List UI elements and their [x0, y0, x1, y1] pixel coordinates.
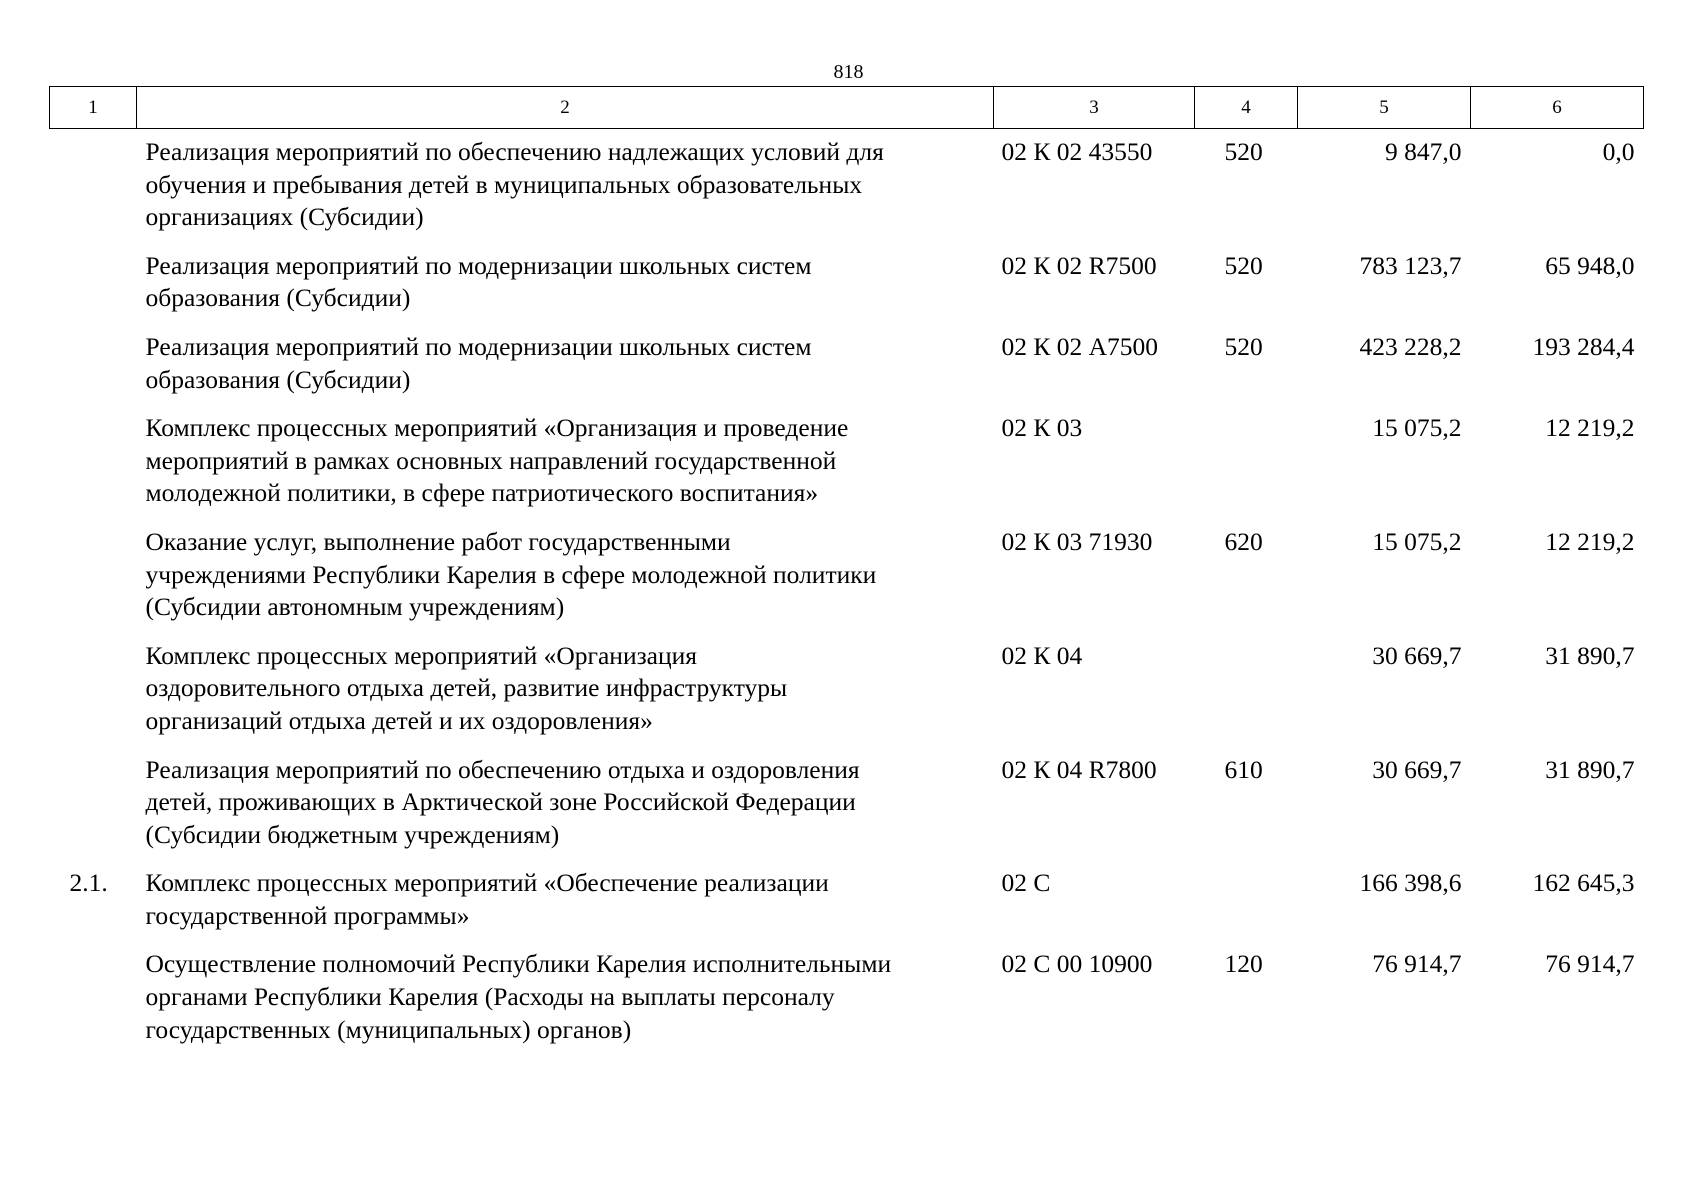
table-row	[50, 640, 1644, 754]
row-number	[50, 331, 137, 412]
row-amount-1: 30 669,7	[1372, 640, 1462, 670]
row-expense-type: 520	[1224, 250, 1263, 280]
row-number	[50, 129, 137, 250]
header-cell-1: 1	[50, 87, 137, 129]
row-amount-2: 31 890,7	[1545, 640, 1635, 670]
header-cell-4: 4	[1195, 87, 1298, 129]
row-code: 02 К 02 А7500	[1001, 331, 1159, 361]
row-number: 2.1.	[69, 868, 108, 898]
row-expense-type	[1195, 412, 1298, 526]
row-expense-type	[1195, 867, 1298, 948]
row-code: 02 С 00 10900	[1001, 949, 1153, 979]
row-amount-1: 423 228,2	[1359, 331, 1462, 361]
row-number	[50, 754, 137, 868]
row-code: 02 К 04	[1001, 640, 1083, 670]
row-amount-1: 783 123,7	[1359, 250, 1462, 280]
header-cell-2: 2	[137, 87, 994, 129]
budget-table	[49, 86, 1644, 1062]
row-number	[50, 250, 137, 331]
row-amount-1: 15 075,2	[1372, 413, 1462, 443]
row-name: Реализация мероприятий по обеспечению отдыха и оздоровления детей, проживающих в Арктической зоне Российской Федерации (Субсидии бюджетным учреждениям)	[145, 754, 860, 849]
row-amount-2: 65 948,0	[1545, 250, 1635, 280]
row-name: Реализация мероприятий по модернизации школьных систем образования (Субсидии)	[145, 331, 812, 394]
header-cell-5: 5	[1298, 87, 1471, 129]
row-amount-1: 76 914,7	[1372, 949, 1462, 979]
row-amount-2: 162 645,3	[1532, 868, 1635, 898]
row-code: 02 К 03	[1001, 413, 1083, 443]
row-code: 02 К 04 R7800	[1001, 754, 1157, 784]
table-row	[50, 250, 1644, 331]
row-amount-1: 30 669,7	[1372, 754, 1462, 784]
row-name: Осуществление полномочий Республики Карелия исполнительными органами Республики Карелия (Расходы на выплаты персоналу государственных (муниципальных) органов)	[145, 949, 892, 1044]
row-code: 02 С	[1001, 868, 1051, 898]
header-cell-6: 6	[1471, 87, 1644, 129]
row-code: 02 К 02 43550	[1001, 137, 1153, 166]
row-amount-2: 193 284,4	[1532, 331, 1635, 361]
row-amount-2: 76 914,7	[1545, 949, 1635, 979]
row-expense-type: 620	[1224, 526, 1263, 556]
row-number	[50, 412, 137, 526]
header-cell-3: 3	[994, 87, 1195, 129]
row-name: Оказание услуг, выполнение работ государственными учреждениями Республики Карелия в сфере молодежной политики (Субсидии автономным учреждениям)	[145, 526, 877, 622]
row-amount-1: 9 847,0	[1385, 137, 1462, 166]
page-number: 818	[833, 61, 864, 83]
table-body	[50, 129, 1644, 1063]
row-name: Реализация мероприятий по модернизации школьных систем образования (Субсидии)	[145, 250, 812, 313]
row-name: Комплекс процессных мероприятий «Обеспечение реализации государственной программы»	[145, 868, 829, 930]
row-expense-type: 120	[1224, 949, 1263, 979]
row-code: 02 К 02 R7500	[1001, 250, 1157, 280]
table-header	[50, 87, 1644, 129]
row-expense-type: 520	[1224, 331, 1263, 361]
row-amount-2: 12 219,2	[1545, 413, 1635, 443]
row-name: Комплекс процессных мероприятий «Организация оздоровительного отдыха детей, развитие инфраструктуры организаций отдыха детей и их оздоровления»	[145, 640, 788, 735]
row-amount-2: 0,0	[1602, 137, 1635, 166]
row-amount-2: 31 890,7	[1545, 754, 1635, 784]
row-number	[50, 526, 137, 640]
row-amount-1: 166 398,6	[1359, 868, 1462, 898]
row-name: Реализация мероприятий по обеспечению надлежащих условий для обучения и пребывания детей в муниципальных образовательных организациях (Субсидии)	[145, 137, 884, 232]
row-expense-type: 610	[1224, 754, 1263, 784]
table-row	[50, 948, 1644, 1062]
table-row	[50, 754, 1644, 868]
table-row	[50, 867, 1644, 948]
table-row	[50, 412, 1644, 526]
row-amount-2: 12 219,2	[1545, 526, 1635, 556]
table-row	[50, 331, 1644, 412]
row-expense-type: 520	[1224, 137, 1263, 166]
row-expense-type	[1195, 640, 1298, 754]
row-number	[50, 640, 137, 754]
table-row	[50, 129, 1644, 250]
row-name: Комплекс процессных мероприятий «Организация и проведение мероприятий в рамках основных направлений государственной молодежной политики, в сфере патриотического воспитания»	[145, 413, 849, 508]
row-amount-1: 15 075,2	[1372, 526, 1462, 556]
row-number	[50, 948, 137, 1062]
row-code: 02 К 03 71930	[1001, 526, 1153, 556]
table-row	[50, 526, 1644, 640]
